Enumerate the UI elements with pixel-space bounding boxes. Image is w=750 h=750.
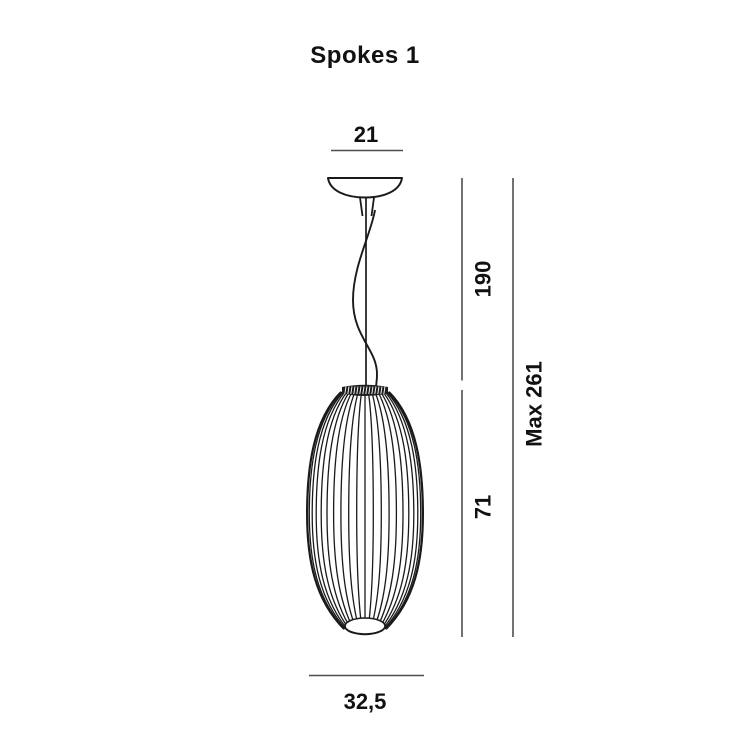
dimension-total-max bbox=[513, 178, 547, 637]
page-title: Spokes 1 bbox=[310, 42, 420, 69]
shade-ribs bbox=[307, 392, 423, 629]
dimension-label-canopy-width: 21 bbox=[353, 122, 379, 147]
dimension-label-total-max: Max 261 bbox=[521, 361, 547, 447]
canopy-stem bbox=[360, 198, 374, 217]
dimension-shade-height bbox=[462, 390, 496, 637]
dimension-label-shade-width: 32,5 bbox=[343, 689, 387, 714]
dimension-shade-width bbox=[309, 676, 424, 715]
shade-bottom-rim bbox=[345, 618, 385, 634]
dimension-canopy-width bbox=[331, 122, 403, 151]
dimension-cable-drop bbox=[462, 178, 496, 381]
ceiling-canopy bbox=[328, 178, 402, 198]
dimension-label-shade-height: 71 bbox=[470, 494, 496, 520]
cable-curved bbox=[353, 210, 377, 390]
dimension-label-cable-drop: 190 bbox=[470, 260, 496, 298]
